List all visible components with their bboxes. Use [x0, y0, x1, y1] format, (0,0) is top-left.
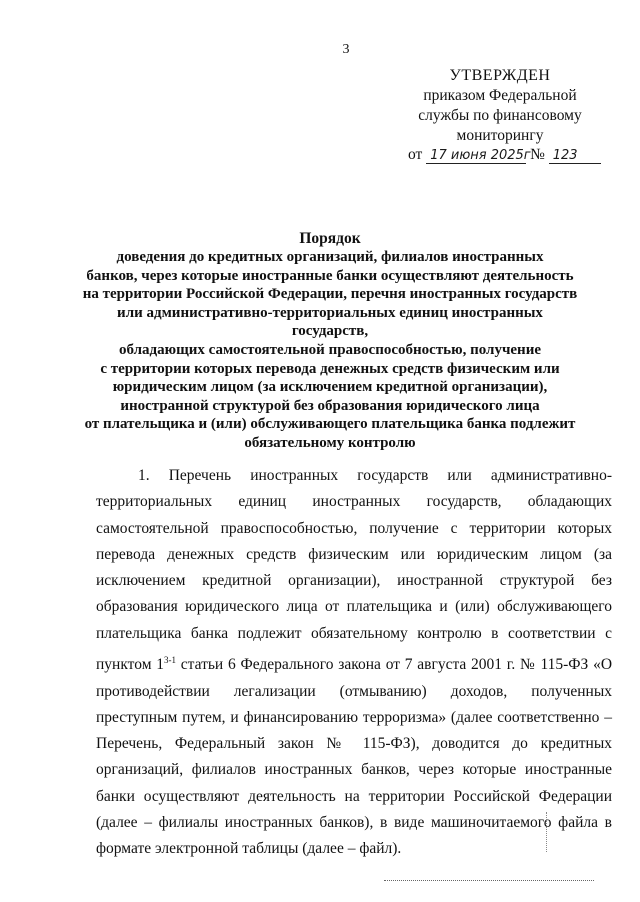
subtitle-line: обязательному контролю [244, 434, 416, 451]
document-subtitle [80, 248, 580, 453]
subtitle-line: обладающих самостоятельной правоспособностью, получение [119, 341, 541, 358]
approval-line-3: мониторингу [456, 127, 544, 144]
handwritten-date: 17 июня 2025г [426, 148, 526, 164]
approval-block [390, 66, 610, 146]
approval-date-line [408, 146, 601, 164]
subtitle-line: на территории Российской Федерации, перечня иностранных государств [82, 286, 578, 303]
page-number: 3 [342, 42, 350, 57]
subtitle-line: или административно-территориальных единиц иностранных государств, [117, 304, 543, 340]
subtitle-line: от плательщика и (или) обслуживающего плательщика банка подлежит [84, 416, 576, 433]
scan-mark-dotted-line [384, 880, 594, 881]
subtitle-line: с территории которых перевода денежных средств физическим или [100, 360, 560, 377]
approval-title: УТВЕРЖДЕН [449, 67, 551, 84]
subtitle-line: юридическим лицом (за исключением кредитной организации), [112, 379, 548, 396]
subtitle-line: иностранной структурой без образования юридического лица [120, 397, 540, 414]
scan-mark-vertical [546, 812, 547, 852]
approval-line-1: приказом Федеральной [423, 87, 577, 104]
subtitle-line: банков, через которые иностранные банки осуществляют деятельность [86, 267, 574, 284]
paragraph-1-text-end: статьи 6 Федерального закона от 7 августа 2001 г. № 115-ФЗ «О противодействии легализации (отмыванию) доходов, полученных преступным путем, и финансированию терроризма» (далее соответственно – Перечень, Федеральный закон № 115-ФЗ), доводится до кредитных организаций, филиалов иностранных банков, через которые иностранные банки осуществляют деятельность на территории Российской Федерации (далее – филиалы иностранных банков), в виде машиночитаемого файла в формате электронной таблицы (далее – файл). [96, 656, 613, 858]
approval-line-2: службы по финансовому [418, 107, 582, 124]
number-prefix: № [530, 146, 545, 163]
handwritten-number: 123 [549, 148, 601, 164]
paragraph-1-text-start: 1. Перечень иностранных государств или административно-территориальных единиц иностранных государств, обладающих самостоятельной правоспособностью, получение с территории которых перевода денежных средств физическим или юридическим лицом (за исключением кредитной организации), иностранной структурой без образования юридического лица от плательщика и (или) обслуживающего плательщика банка подлежит обязательному контролю в соответствии с пунктом 1 [96, 467, 612, 674]
paragraph-1 [96, 463, 612, 863]
paragraph-1-superscript: 3-1 [164, 655, 177, 666]
document-title: Порядок [299, 230, 361, 247]
date-prefix: от [408, 146, 423, 163]
subtitle-line: доведения до кредитных организаций, филиалов иностранных [116, 249, 544, 265]
